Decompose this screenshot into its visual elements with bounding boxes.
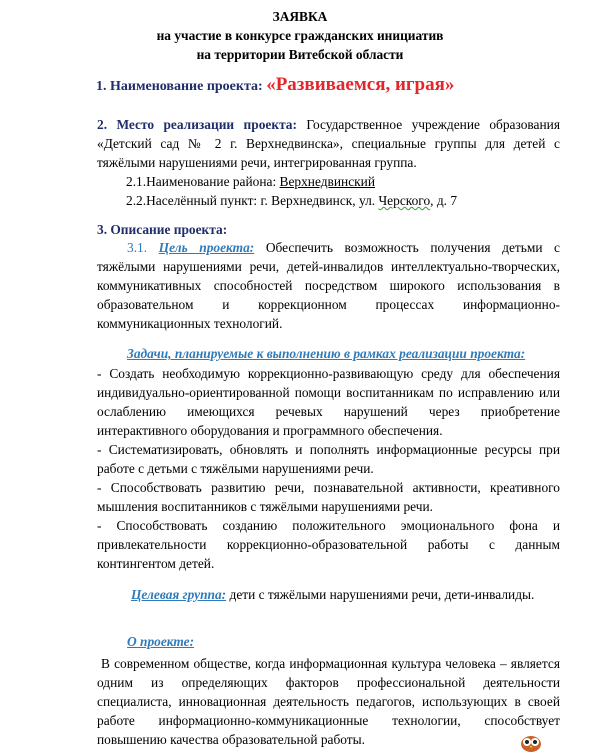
about-paragraph: В современном обществе, когда информационная культура человека – является одним из определяющих факторов профессиональной деятельности специалиста, инновационная деятельность педагогов, использующих в своей работе информационно-коммуникационные технологии, способствует повышению качества образовательной работы. [97,656,560,747]
house-number: , д. 7 [430,193,458,208]
tasks-heading: Задачи, планируемые к выполнению в рамках реализации проекта: [127,346,526,361]
goal-number: 3.1. [127,240,148,255]
about-heading: О проекте: [127,634,195,649]
title-line-2: на участие в конкурсе гражданских инициатив [156,28,444,43]
target-group [97,585,560,604]
task-item: - Способствовать развитию речи, познавательной активности, креативного мышления воспитанников с тяжёлыми нарушениями речи. [97,480,560,514]
task-item: - Создать необходимую коррекционно-развивающую среду для обеспечения индивидуально-ориентированной помощи воспитанникам по исправлению или ослаблению имеющихся речевых нарушений через приобретение интерактивного оборудования и программного обеспечения. [97,366,560,438]
task-item: - Систематизировать, обновлять и пополнять информационные ресурсы при работе с детьми с тяжёлыми нарушениями речи. [97,442,560,476]
section-2 [97,115,560,172]
project-name: «Развиваемся, играя» [266,74,455,95]
document-title [0,7,600,64]
section-2-text: Государственное учреждение образования «Детский сад № 2 г. Верхнедвинска», специальные группы для детей с тяжёлыми нарушениями речи, интегрированная группа. [97,117,560,170]
task-item: - Способствовать созданию положительного эмоционального фона и привлекательности коррекционно-образовательной работы с данным контингентом детей. [97,518,560,571]
section-2-label: 2. Место реализации проекта: [97,117,297,132]
locality-line [126,191,457,210]
tasks-list [97,364,560,573]
section-1-label: 1. Наименование проекта: [96,79,263,94]
district-value: Верхнедвинский [279,174,375,189]
goal-label: Цель проекта: [158,240,255,255]
target-group-label: Целевая группа: [131,587,227,602]
section-3-label: 3. Описание проекта: [97,222,228,237]
target-group-text: дети с тяжёлыми нарушениями речи, дети-инвалиды. [229,587,535,602]
street-name: Черского [378,193,431,208]
title-line-1: ЗАЯВКА [272,9,328,24]
district-line [126,172,375,191]
owl-icon [520,734,542,752]
goal-text: Обеспечить возможность получения детьми с тяжёлыми нарушениями речи, детей-инвалидов интеллектуально-творческих, коммуникативных способностей посредством широкого использования в образовательном и коррекционном процессах информационно-коммуникационных технологий. [97,240,560,331]
section-1 [96,74,454,96]
section-3-heading [97,220,560,239]
goal-paragraph [97,238,560,333]
locality-label: 2.2.Населённый пункт: г. Верхнедвинск, ул. [126,193,376,208]
district-label: 2.1.Наименование района: [126,174,277,189]
title-line-3: на территории Витебской области [196,47,404,62]
